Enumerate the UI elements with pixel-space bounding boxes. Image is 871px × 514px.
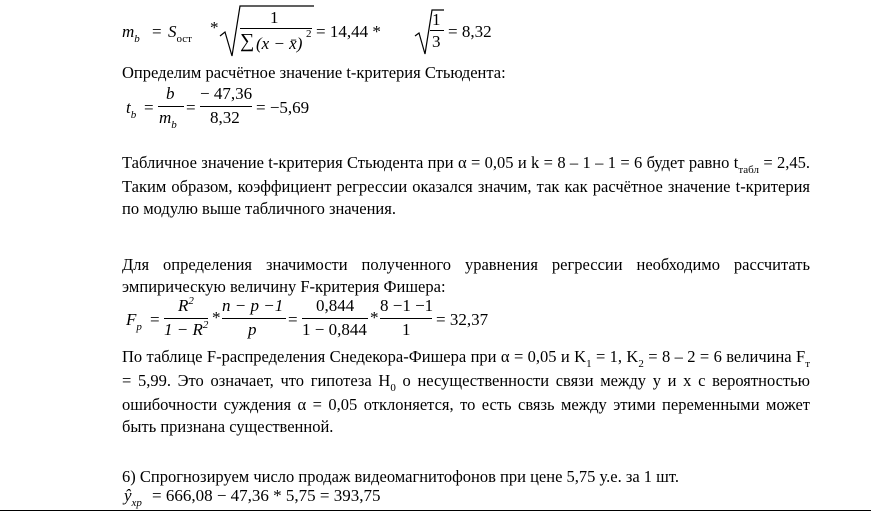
para3-a: По таблице F-распределения Снедекора-Фишера при α = 0,05 и K: [122, 347, 587, 366]
tb-frac1-den-sub: b: [171, 119, 177, 131]
para3-e: о несущественности связи между y и x с вероятностью ошибочности суждения α = 0,05 отклоняется, то есть связь между этими переменными может быть признана существенной.: [122, 371, 810, 436]
para3-h0-sub: 0: [390, 382, 396, 394]
para1-main: Табличное значение t-критерия Стьюдента при α = 0,05 и k = 8 – 1 – 1 = 6 будет равно t: [122, 153, 739, 172]
para3-k2-sub: 2: [638, 358, 644, 370]
fp-f4-den: 1: [402, 320, 411, 339]
mb-symbol: m: [122, 22, 135, 41]
tb-subscript: b: [130, 109, 137, 121]
para3-b: = 1, K: [591, 347, 639, 366]
t-calc-text: Определим расчётное значение t-критерия Стьюдента:: [122, 63, 506, 82]
para3-ft-sub: т: [805, 358, 810, 370]
s-subscript: ост: [176, 33, 192, 45]
fp-f1-num: R: [178, 296, 189, 315]
frac-denominator-power: 2: [306, 28, 312, 40]
y-subscript: xp: [131, 497, 142, 509]
times-sign: *: [210, 18, 219, 37]
y-hat-symbol: ŷ: [124, 486, 132, 505]
fp-f3-bar: [302, 318, 368, 319]
paragraph-forecast: 6) Спрогнозируем число продаж видеомагнитофонов при цене 5,75 у.е. за 1 шт.: [122, 467, 679, 486]
fp-f2-bar: [222, 318, 286, 319]
mb-result: = 8,32: [448, 22, 492, 41]
tb-frac1-den: m: [159, 108, 172, 127]
tb-frac2-den: 8,32: [210, 108, 240, 127]
fp-f1-num-sup: 2: [188, 295, 194, 307]
tb-frac2-bar: [200, 106, 252, 107]
fp-symbol: F: [126, 310, 137, 329]
fp-f2-num: n − p −1: [222, 296, 284, 315]
tb-eq2: =: [186, 98, 196, 117]
fp-f4-bar: [380, 318, 432, 319]
para3-d: = 5,99. Это означает, что гипотеза H: [122, 371, 391, 390]
paragraph-t-table: [122, 152, 810, 220]
fp-f2-den: p: [248, 320, 257, 339]
s-symbol: S: [168, 22, 177, 41]
fraction-bar: [240, 28, 312, 29]
paragraph-f-table: [122, 346, 810, 438]
fp-eq2: =: [288, 310, 298, 329]
para1-rest: = 2,45. Таким образом, коэффициент регрессии оказался значим, так как расчётное значение t-критерия по модулю выше табличного значения.: [122, 153, 810, 218]
paragraph-f-intro: Для определения значимости полученного уравнения регрессии необходимо рассчитать эмпирическую величину F-критерия Фишера:: [122, 255, 810, 296]
fp-f1-den: 1 − R: [164, 320, 203, 339]
fp-f1-den-sup: 2: [202, 319, 209, 331]
fp-eq1: =: [150, 310, 160, 329]
root-frac-numerator: 1: [432, 10, 441, 29]
root-frac-denominator: 3: [432, 32, 441, 51]
y-expression: = 666,08 − 47,36 * 5,75 = 393,75: [152, 486, 381, 505]
tb-frac1-num: b: [166, 84, 175, 103]
fp-times1: *: [212, 308, 221, 327]
mb-subscript: b: [134, 33, 140, 45]
frac-numerator: 1: [270, 8, 279, 27]
fp-f4-num: 8 −1 −1: [380, 296, 434, 315]
fp-times2: *: [370, 308, 379, 327]
fp-f3-num: 0,844: [316, 296, 355, 315]
para1-sub: табл: [738, 164, 759, 176]
tb-symbol: t: [126, 98, 131, 117]
fp-result: = 32,37: [436, 310, 489, 329]
tb-frac1-bar: [158, 106, 184, 107]
tb-eq1: =: [144, 98, 154, 117]
fp-f3-den: 1 − 0,844: [302, 320, 367, 339]
page-bottom-rule: [0, 510, 871, 511]
fp-f1-bar: [164, 318, 208, 319]
fp-subscript: p: [136, 321, 142, 333]
mb-middle: = 14,44 *: [316, 22, 381, 41]
para3-c: = 8 – 2 = 6 величина F: [643, 347, 806, 366]
tb-frac2-num: − 47,36: [200, 84, 253, 103]
para3-k1-sub: 1: [586, 358, 592, 370]
sigma-symbol: ∑: [240, 30, 255, 52]
tb-result: = −5,69: [256, 98, 310, 117]
frac-denominator: (x − x̄): [256, 34, 303, 53]
root-fraction-bar: [430, 30, 444, 31]
